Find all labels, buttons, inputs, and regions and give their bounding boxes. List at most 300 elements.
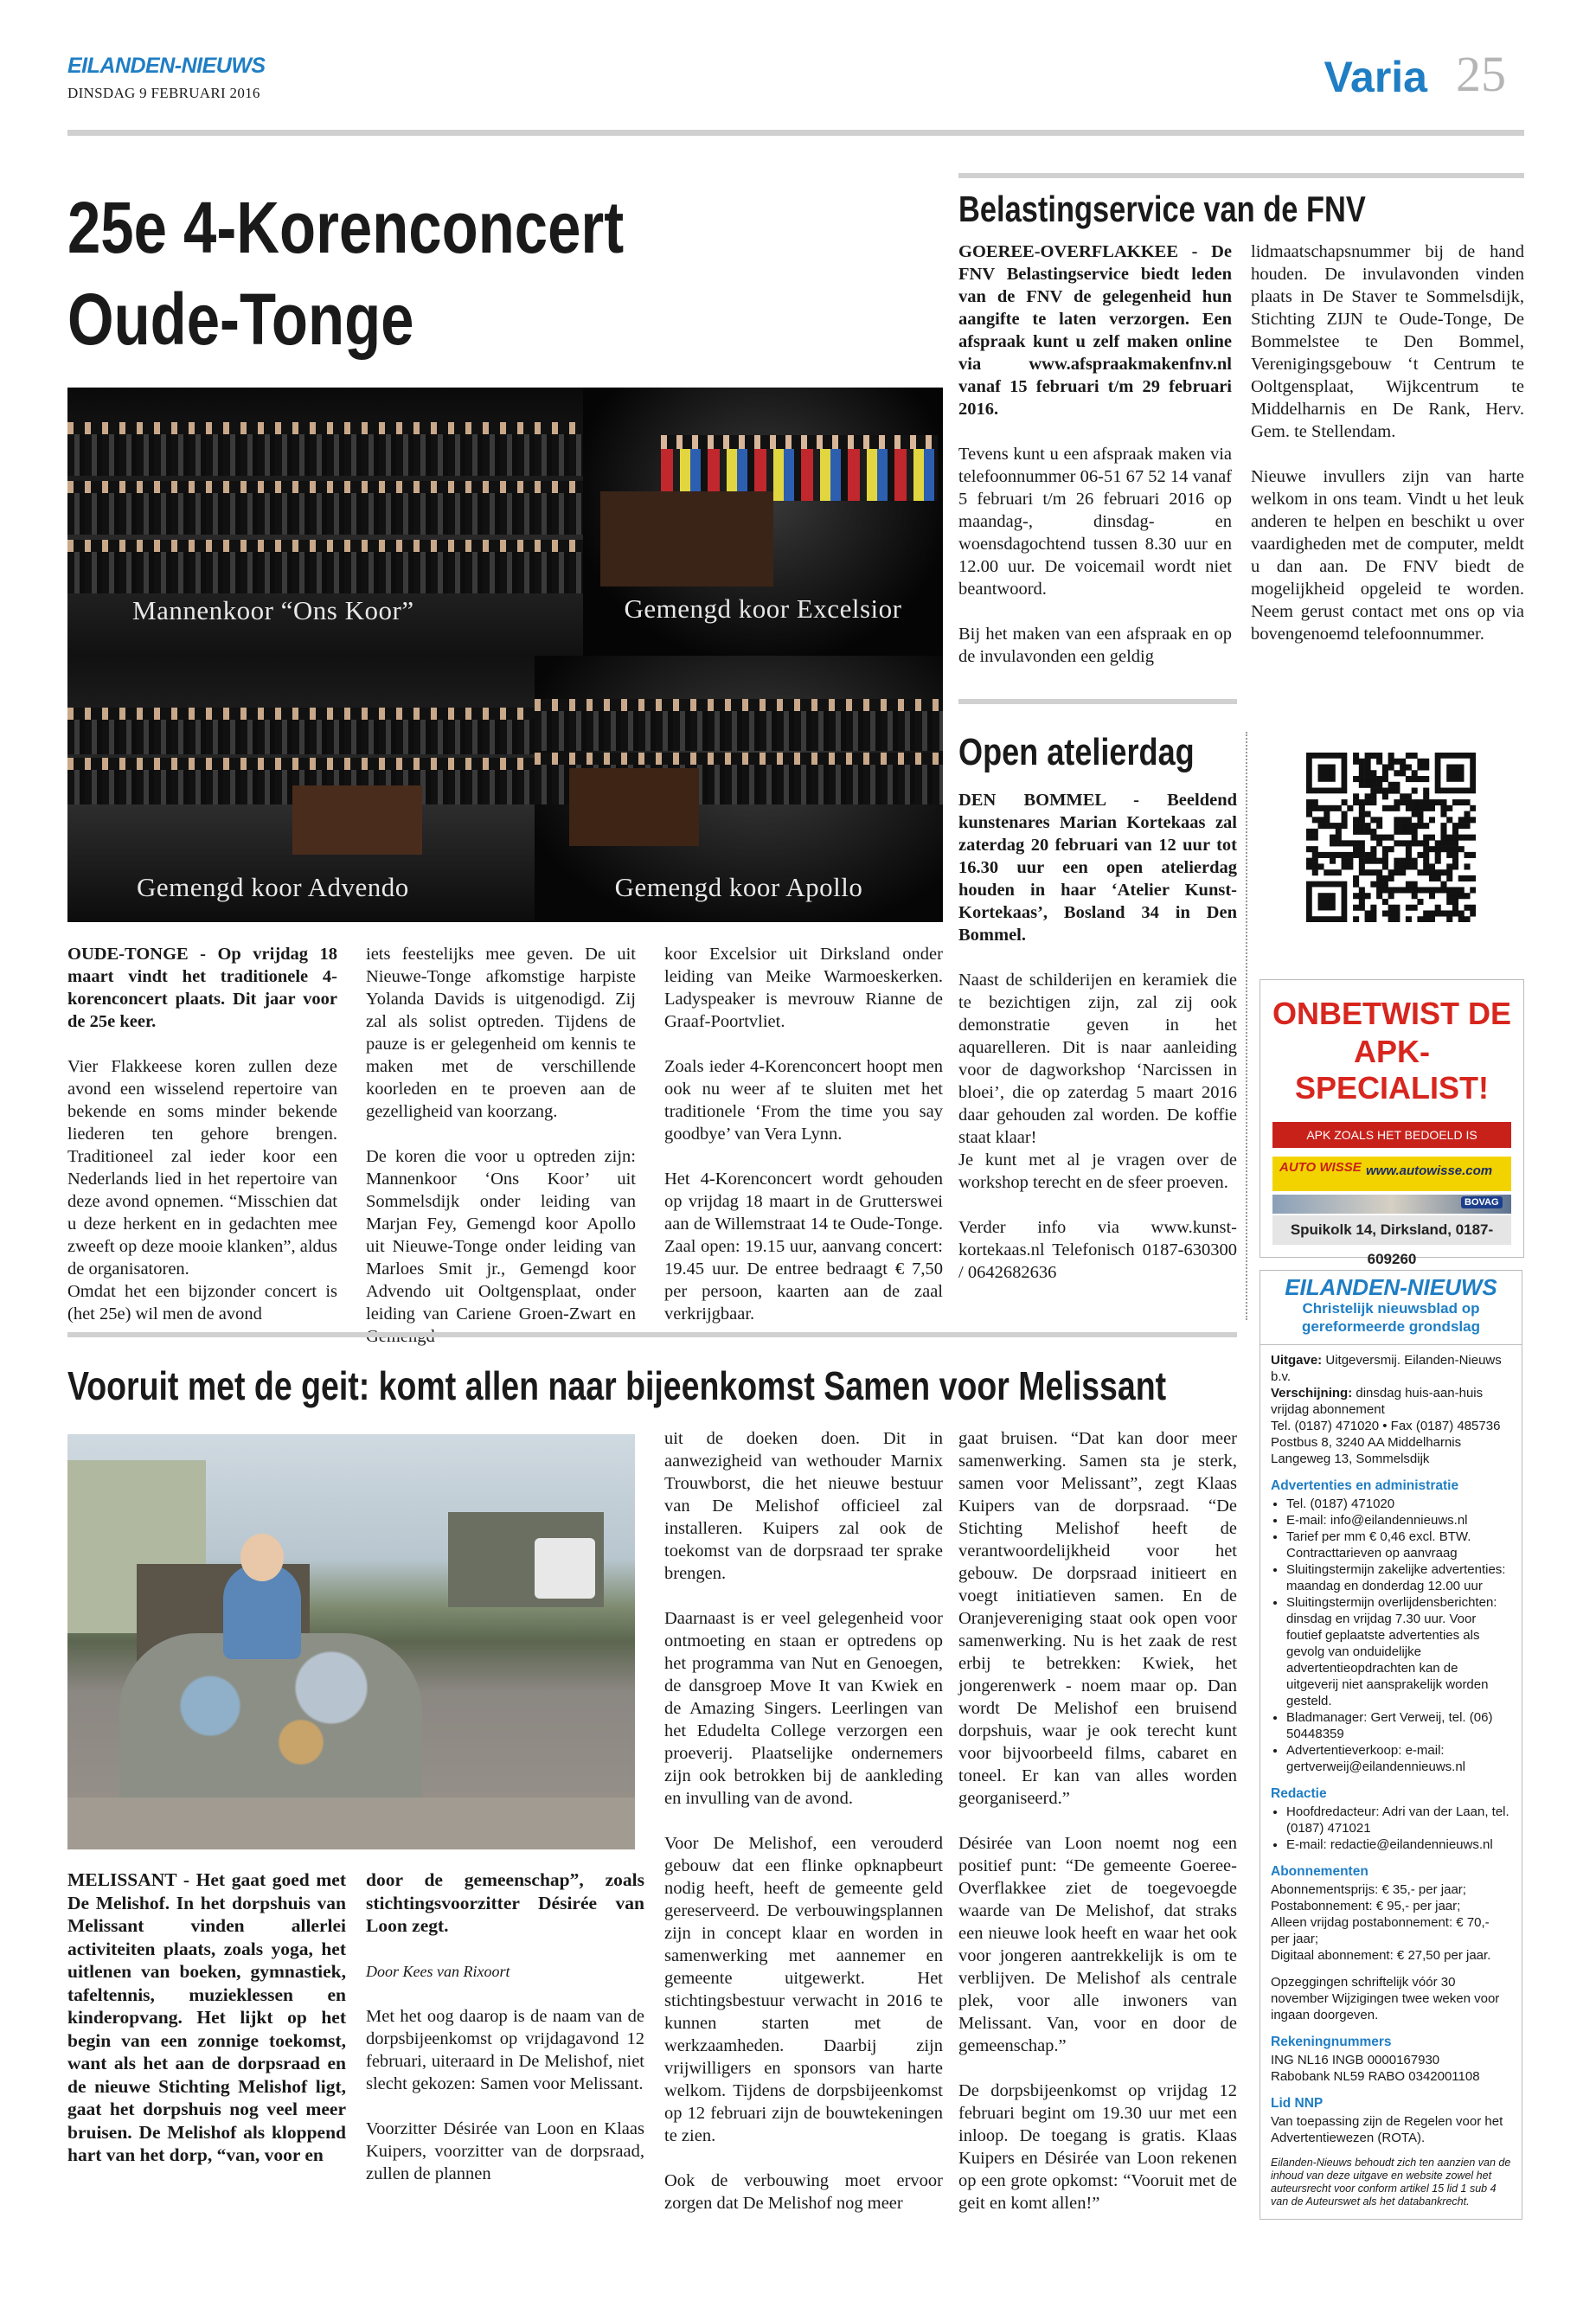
qr-module bbox=[1365, 776, 1371, 782]
qr-module bbox=[1359, 863, 1365, 869]
qr-module bbox=[1464, 893, 1470, 899]
qr-module bbox=[1446, 852, 1452, 858]
qr-module bbox=[1423, 788, 1429, 794]
atelier-text: Naast de schilderijen en keramiek die te bezichtigen zijn, zal zij ook demonstratie geven in het aquarelleren. Dit is naar aanleiding voor de dagworkshop ‘Narcissen in bloei’, die op zaterdag 5 maart 2016 daar gehouden zal worden. De koffie staat klaar! bbox=[958, 971, 1237, 1147]
qr-module bbox=[1365, 753, 1371, 759]
qr-module bbox=[1359, 858, 1365, 864]
adv-item: • Sluitingstermijn overlijdensberichten: dinsdag en vrijdag 7.30 uur. Voor foutief geplaatste advertenties als gevolg van onduidelijke advertentieopdrachten kan de uitgeverij niet aansprakelijk worden gesteld. bbox=[1286, 1594, 1511, 1709]
qr-module bbox=[1382, 858, 1388, 864]
qr-module bbox=[1365, 852, 1371, 858]
qr-module bbox=[1306, 805, 1312, 811]
qr-module bbox=[1412, 835, 1418, 841]
qr-module bbox=[1446, 805, 1452, 811]
qr-module bbox=[1423, 835, 1429, 841]
qr-module bbox=[1347, 852, 1353, 858]
qr-module bbox=[1388, 893, 1394, 899]
concert-col-1 bbox=[67, 943, 337, 1348]
qr-module bbox=[1412, 811, 1418, 817]
qr-module bbox=[1470, 835, 1476, 841]
melissant-text: uit de doeken doen. Dit in aanwezigheid van wethouder Marnix Trouwborst, die het nieuwe bestuur van De Melishof officieel zal installeren. Kuipers zal ook de toekomst van de dorpsraad ter sprake brengen. bbox=[664, 1429, 943, 1583]
concert-title-line1: 25e 4-Korenconcert bbox=[67, 187, 625, 268]
qr-module bbox=[1330, 835, 1336, 841]
qr-module bbox=[1359, 805, 1365, 811]
qr-module bbox=[1359, 823, 1365, 829]
qr-module bbox=[1412, 823, 1418, 829]
qr-module bbox=[1370, 852, 1376, 858]
qr-module bbox=[1435, 840, 1441, 846]
qr-module bbox=[1330, 858, 1336, 864]
ad-headline-1: ONBETWIST DE bbox=[1272, 996, 1511, 1031]
qr-module bbox=[1429, 817, 1435, 823]
qr-module bbox=[1412, 893, 1418, 899]
qr-module bbox=[1394, 910, 1400, 916]
qr-module bbox=[1412, 863, 1418, 869]
qr-module bbox=[1353, 893, 1359, 899]
qr-module bbox=[1446, 910, 1452, 916]
adv-heading: Advertenties en administratie bbox=[1271, 1478, 1459, 1493]
qr-module bbox=[1423, 869, 1429, 875]
qr-module bbox=[1376, 753, 1382, 759]
qr-module bbox=[1336, 852, 1342, 858]
qr-module bbox=[1458, 910, 1465, 916]
qr-module bbox=[1452, 846, 1458, 852]
qr-module bbox=[1394, 817, 1400, 823]
concert-article bbox=[67, 182, 943, 1324]
qr-module bbox=[1336, 829, 1342, 835]
melissant-text: Ook de verbouwing moet ervoor zorgen dat De Melishof nog meer bbox=[664, 2171, 943, 2213]
qr-module bbox=[1342, 823, 1348, 829]
qr-module bbox=[1435, 852, 1441, 858]
concert-title bbox=[67, 182, 624, 365]
qr-module bbox=[1394, 916, 1400, 922]
qr-module bbox=[1359, 887, 1365, 893]
qr-module bbox=[1464, 835, 1470, 841]
qr-module bbox=[1312, 846, 1318, 852]
qr-module bbox=[1440, 846, 1446, 852]
qr-module bbox=[1464, 817, 1470, 823]
qr-module bbox=[1400, 793, 1406, 799]
qr-module bbox=[1370, 782, 1376, 788]
nnp-text: Van toepassing zijn de Regelen voor het Advertentiewezen (ROTA). bbox=[1271, 2114, 1503, 2145]
qr-module bbox=[1400, 770, 1406, 776]
qr-module bbox=[1312, 835, 1318, 841]
qr-module bbox=[1365, 782, 1371, 788]
qr-module bbox=[1429, 805, 1435, 811]
qr-module bbox=[1412, 887, 1418, 893]
melissant-col-3 bbox=[664, 1427, 943, 2237]
qr-module bbox=[1388, 887, 1394, 893]
qr-module bbox=[1394, 840, 1400, 846]
qr-module bbox=[1353, 776, 1359, 782]
abo-line: Digitaal abonnement: € 27,50 per jaar. bbox=[1271, 1948, 1491, 1963]
qr-module bbox=[1435, 905, 1441, 911]
concert-text: De koren die voor u optreden zijn: Mannenkoor ‘Ons Koor’ uit Sommelsdijk onder leiding van Marjan Fey, Gemengd koor Apollo uit Nieuwe-Tonge onder leiding van Marloes Smit jr., Gemengd koor Advendo uit Ooltgensplaat, onder leiding van Cariene Groen-Zwart en bbox=[366, 1147, 636, 1324]
qr-module bbox=[1429, 863, 1435, 869]
uitgave-value: Uitgeversmij. Eilanden-Nieuws b.v. bbox=[1271, 1353, 1502, 1384]
qr-module bbox=[1435, 869, 1441, 875]
qr-module bbox=[1417, 799, 1423, 805]
qr-module bbox=[1452, 899, 1458, 905]
qr-module bbox=[1412, 881, 1418, 888]
qr-module bbox=[1452, 835, 1458, 841]
qr-module bbox=[1324, 869, 1330, 875]
adv-item: • Bladmanager: Gert Verweij, tel. (06) 50448359 bbox=[1286, 1709, 1511, 1742]
qr-module bbox=[1359, 840, 1365, 846]
qr-module bbox=[1412, 770, 1418, 776]
qr-module bbox=[1423, 916, 1429, 922]
auto-wisse-ad[interactable] bbox=[1259, 979, 1524, 1267]
atelier-text: Verder info via www.kunst-kortekaas.nl Telefonisch 0187-630300 / 0642682636 bbox=[958, 1218, 1237, 1282]
qr-module bbox=[1347, 805, 1353, 811]
fnv-text: lidmaatschapsnummer bij de hand houden. De invulavonden vinden plaats in De Staver te Sommelsdijk, Stichting ZIJN te Oude-Tonge, De Bommelstee te Den Bommel, Verenigingsgebouw ‘t Centrum te Ooltgensplaat, Wijkcentrum te Middelharnis en De Rank, Herv. Gem. te Stellendam. bbox=[1251, 242, 1524, 441]
qr-module bbox=[1370, 793, 1376, 799]
qr-module bbox=[1417, 899, 1423, 905]
qr-module bbox=[1353, 881, 1359, 888]
qr-module bbox=[1359, 869, 1365, 875]
melissant-col-1 bbox=[67, 1868, 346, 2189]
qr-module bbox=[1458, 887, 1465, 893]
melissant-lead-cont: door de gemeenschap”, zoals stichtingsvoorzitter Désirée van Loon zegt. bbox=[366, 1869, 644, 1936]
adres: Langeweg 13, Sommelsdijk bbox=[1271, 1452, 1430, 1466]
verschijning-value: dinsdag huis-aan-huis vrijdag abonnement bbox=[1271, 1386, 1484, 1417]
qr-module bbox=[1394, 788, 1400, 794]
qr-module bbox=[1312, 805, 1318, 811]
qr-module bbox=[1412, 788, 1418, 794]
qr-module bbox=[1423, 852, 1429, 858]
qr-module bbox=[1359, 817, 1365, 823]
fnv-text: Bij het maken van een afspraak en op de invulavonden een geldig bbox=[958, 625, 1232, 666]
qr-module bbox=[1312, 817, 1318, 823]
header-rule bbox=[67, 130, 1524, 136]
qr-module bbox=[1365, 858, 1371, 864]
qr-module bbox=[1388, 869, 1394, 875]
qr-module bbox=[1382, 805, 1388, 811]
qr-module bbox=[1330, 805, 1336, 811]
qr-module bbox=[1412, 829, 1418, 835]
melissant-top-rule bbox=[67, 1332, 1237, 1337]
fnv-title: Belastingservice van de FNV bbox=[958, 189, 1366, 229]
qr-module bbox=[1388, 846, 1394, 852]
qr-module bbox=[1446, 887, 1452, 893]
qr-module bbox=[1423, 805, 1429, 811]
qr-module bbox=[1440, 840, 1446, 846]
redactie-item: • Hoofdredacteur: Adri van der Laan, tel. (0187) 471021 bbox=[1286, 1804, 1511, 1836]
qr-module bbox=[1423, 765, 1429, 771]
qr-module bbox=[1306, 829, 1312, 835]
melissant-text: Voor De Melishof, een verouderd gebouw dat een flinke opknapbeurt nodig heeft, heeft de gemeente geld gereserveerd. De verbouwingsplannen zijn in concept klaar en worden in samenwerking met aannemer en gemeente uitgewerkt. Het stichtingsbestuur verwacht in 2016 te kunnen starten met de werkzaamheden. Daarbij zijn vrijwilligers en sponsors van harte welkom. Tijdens de dorpsbijeenkomst op 12 februari zijn de bouwtekeningen te zien. bbox=[664, 1834, 943, 2145]
adv-list bbox=[1271, 1496, 1511, 1775]
qr-module bbox=[1376, 869, 1382, 875]
qr-module bbox=[1394, 823, 1400, 829]
qr-module bbox=[1400, 858, 1406, 864]
qr-module bbox=[1370, 846, 1376, 852]
qr-module bbox=[1435, 887, 1441, 893]
qr-module bbox=[1435, 799, 1441, 805]
qr-module bbox=[1370, 858, 1376, 864]
qr-module bbox=[1464, 916, 1470, 922]
qr-module bbox=[1306, 858, 1312, 864]
qr-module bbox=[1406, 858, 1412, 864]
qr-module bbox=[1370, 835, 1376, 841]
qr-module bbox=[1417, 811, 1423, 817]
qr-module bbox=[1330, 852, 1336, 858]
melissant-text: Daarnaast is er veel gelegenheid voor ontmoeting en staan er optredens op het programma van Nut en Genoegen, de dansgroep Move It van Kwiek en de Amazing Singers. Leerlingen van het Edudelta College verzorgen een proeverij. Plaatselijke ondernemers zijn ook betrokken bij de aankleding en invulling van de avond. bbox=[664, 1609, 943, 1808]
ad-tagline: APK ZOALS HET BEDOELD IS bbox=[1272, 1122, 1511, 1148]
qr-module bbox=[1394, 829, 1400, 835]
qr-module bbox=[1353, 829, 1359, 835]
photo-ons-koor bbox=[67, 388, 583, 656]
qr-module bbox=[1435, 910, 1441, 916]
qr-module bbox=[1452, 893, 1458, 899]
concert-text: Het 4-Korenconcert wordt gehouden op vrijdag 18 maart in de Grutterswei aan de Willemstraat 14 te Oude-Tonge. Zaal open: 19.15 uur, aanvang concert: 19.45 uur. De entree bedraagt € 7,50 per persoon, kaarten aan de zaal verkrijgbaar. bbox=[664, 1170, 943, 1324]
qr-module bbox=[1446, 835, 1452, 841]
issue-date: DINSDAG 9 FEBRUARI 2016 bbox=[67, 85, 260, 101]
fnv-lead: GOEREE-OVERFLAKKEE - De FNV Belastingservice biedt leden van de FNV de gelegenheid hun aangifte te laten verzorgen. Een afspraak kunt u zelf maken online via www.afspraakmakenfnv.nl vanaf 15 februari t/m 29 februari 2016. bbox=[958, 242, 1232, 419]
qr-module bbox=[1336, 805, 1342, 811]
qr-module bbox=[1376, 782, 1382, 788]
section-name: Varia bbox=[1324, 53, 1427, 101]
qr-module bbox=[1382, 910, 1388, 916]
qr-module bbox=[1417, 887, 1423, 893]
qr-module bbox=[1452, 905, 1458, 911]
qr-module bbox=[1394, 869, 1400, 875]
qr-module bbox=[1376, 776, 1382, 782]
qr-module bbox=[1446, 899, 1452, 905]
qr-module bbox=[1365, 829, 1371, 835]
qr-module bbox=[1370, 817, 1376, 823]
qr-module bbox=[1359, 776, 1365, 782]
bovag-badge: BOVAG bbox=[1461, 1196, 1503, 1208]
qr-module bbox=[1406, 863, 1412, 869]
abo-note: Opzeggingen schriftelijk vóór 30 november Wijzigingen twee weken voor ingaan doorgeven. bbox=[1271, 1975, 1500, 2022]
fnv-col-1 bbox=[958, 240, 1232, 690]
qr-module bbox=[1423, 910, 1429, 916]
qr-module bbox=[1353, 799, 1359, 805]
qr-module bbox=[1452, 823, 1458, 829]
photo-apollo bbox=[535, 656, 943, 922]
qr-module bbox=[1400, 817, 1406, 823]
qr-module bbox=[1452, 829, 1458, 835]
qr-module bbox=[1353, 916, 1359, 922]
qr-module bbox=[1359, 811, 1365, 817]
qr-code[interactable] bbox=[1306, 753, 1476, 922]
ad-logo-strip bbox=[1272, 1157, 1511, 1191]
atelier-top-rule bbox=[958, 699, 1237, 704]
qr-module bbox=[1318, 863, 1324, 869]
qr-module bbox=[1429, 910, 1435, 916]
qr-module bbox=[1312, 829, 1318, 835]
fnv-article bbox=[958, 173, 1524, 675]
qr-module bbox=[1417, 823, 1423, 829]
qr-module bbox=[1388, 765, 1394, 771]
qr-module bbox=[1429, 875, 1435, 881]
qr-module bbox=[1440, 887, 1446, 893]
qr-module bbox=[1330, 840, 1336, 846]
atelier-lead: DEN BOMMEL - Beeldend kunstenares Marian Kortekaas zal zaterdag 20 februari van 12 uur tot 16.30 uur een open atelierdag houden in haar ‘Atelier Kunst-Kortekaas’, Bosland 34 in Den Bommel. bbox=[958, 791, 1237, 945]
qr-module bbox=[1353, 753, 1359, 759]
qr-module bbox=[1365, 910, 1371, 916]
qr-module bbox=[1400, 765, 1406, 771]
qr-module bbox=[1330, 869, 1336, 875]
qr-module bbox=[1417, 759, 1423, 765]
qr-module bbox=[1353, 793, 1359, 799]
qr-module bbox=[1324, 823, 1330, 829]
rekening-line: ING NL16 INGB 0000167930 bbox=[1271, 2053, 1440, 2067]
qr-module bbox=[1365, 869, 1371, 875]
qr-module bbox=[1359, 829, 1365, 835]
qr-module bbox=[1318, 823, 1324, 829]
qr-module bbox=[1446, 893, 1452, 899]
column-separator bbox=[1246, 732, 1247, 1320]
qr-module bbox=[1470, 905, 1476, 911]
qr-module bbox=[1423, 793, 1429, 799]
qr-module bbox=[1336, 840, 1342, 846]
qr-module bbox=[1306, 811, 1312, 817]
qr-module bbox=[1376, 817, 1382, 823]
qr-module bbox=[1412, 858, 1418, 864]
qr-module bbox=[1365, 799, 1371, 805]
redactie-heading: Redactie bbox=[1271, 1786, 1327, 1801]
qr-module bbox=[1359, 770, 1365, 776]
caption-excelsior: Gemengd koor Excelsior bbox=[624, 593, 902, 624]
qr-module bbox=[1406, 905, 1412, 911]
qr-finder bbox=[1318, 765, 1336, 782]
qr-module bbox=[1412, 905, 1418, 911]
qr-module bbox=[1412, 805, 1418, 811]
abo-line: Postabonnement: € 95,- per jaar; bbox=[1271, 1899, 1461, 1913]
qr-code-graphic bbox=[1306, 753, 1476, 922]
tel-fax: Tel. (0187) 471020 • Fax (0187) 485736 bbox=[1271, 1419, 1501, 1433]
qr-module bbox=[1423, 858, 1429, 864]
qr-module bbox=[1318, 852, 1324, 858]
qr-module bbox=[1336, 869, 1342, 875]
qr-module bbox=[1429, 869, 1435, 875]
qr-module bbox=[1394, 799, 1400, 805]
concert-col-2 bbox=[366, 943, 636, 1370]
qr-module bbox=[1382, 852, 1388, 858]
melissant-text: Met het oog daarop is de naam van de dorpsbijeenkomst op vrijdagavond 12 februari, uiteraard in De Melishof, niet slecht gekozen: Samen voor Melissant. bbox=[366, 2006, 644, 2093]
redactie-item[interactable]: • E-mail: redactie@eilandennieuws.nl bbox=[1286, 1836, 1511, 1853]
qr-module bbox=[1440, 881, 1446, 888]
redactie-list bbox=[1271, 1804, 1511, 1853]
qr-module bbox=[1359, 799, 1365, 805]
qr-module bbox=[1406, 881, 1412, 888]
concert-text: Vier Flakkeese koren zullen deze avond een wisselend repertoire van bekende en soms minder bekende liederen ten gehore brengen. Traditioneel zal ieder koor een Nederlands lied in het repertoire van deze avond opnemen. “Misschien dat u deze herkent en in gedachten mee zweeft op deze mooie klanken”, aldus de organisatoren. bbox=[67, 1057, 337, 1279]
qr-module bbox=[1394, 905, 1400, 911]
melissant-text: Voorzitter Désirée van Loon en Klaas Kuipers, voorzitter van de dorpsraad, zullen de plannen bbox=[366, 2118, 644, 2183]
qr-module bbox=[1464, 811, 1470, 817]
qr-module bbox=[1400, 823, 1406, 829]
qr-module bbox=[1452, 910, 1458, 916]
qr-module bbox=[1406, 840, 1412, 846]
melissant-text: De dorpsbijeenkomst op vrijdag 12 februari begint om 19.30 uur met een inloop. De toegang is gratis. Klaas Kuipers en Désirée van Loon rekenen op een grote opkomst: “Vooruit met de geit en komt allen!” bbox=[958, 2081, 1237, 2213]
qr-module bbox=[1400, 863, 1406, 869]
qr-module bbox=[1359, 782, 1365, 788]
qr-module bbox=[1400, 869, 1406, 875]
qr-module bbox=[1406, 793, 1412, 799]
qr-module bbox=[1312, 858, 1318, 864]
qr-module bbox=[1406, 846, 1412, 852]
melissant-text: Désirée van Loon noemt nog een positief punt: “De gemeente Goeree-Overflakkee ziet de toegevoegde waarde van De Melishof, dat straks een nieuwe look heeft en waar het ook voor jongeren aantrekkelijk is om te verblijven. De Melishof als centrale plek, voor alle inwoners van Melissant. Van, voor en door de gemeenschap.” bbox=[958, 1834, 1237, 2055]
qr-module bbox=[1353, 823, 1359, 829]
qr-module bbox=[1458, 893, 1465, 899]
qr-module bbox=[1423, 846, 1429, 852]
qr-module bbox=[1440, 829, 1446, 835]
photo-excelsior bbox=[583, 388, 943, 656]
masthead-logo: EILANDEN-NIEUWS bbox=[67, 54, 266, 78]
qr-module bbox=[1312, 863, 1318, 869]
qr-module bbox=[1446, 863, 1452, 869]
qr-module bbox=[1406, 799, 1412, 805]
qr-module bbox=[1382, 793, 1388, 799]
qr-module bbox=[1394, 863, 1400, 869]
qr-module bbox=[1365, 770, 1371, 776]
qr-module bbox=[1423, 799, 1429, 805]
concert-title-line2: Oude-Tonge bbox=[67, 279, 414, 360]
qr-module bbox=[1423, 776, 1429, 782]
qr-module bbox=[1464, 823, 1470, 829]
qr-module bbox=[1359, 899, 1365, 905]
qr-module bbox=[1365, 765, 1371, 771]
qr-module bbox=[1382, 770, 1388, 776]
melissant-text: gaat bruisen. “Dat kan door meer samenwerking. Samen sta je sterk, samen voor Melissant”, zegt Klaas Kuipers van de dorpsraad. “De Stichting Melishof heeft de verantwoordelijkheid voor het gebouw. De dorpsraad initieert en voegt initiatieven samen. En de Oranjevereniging staat ook open voor samenwerking. Nu is het zaak de rest erbij te betrekken: Kwiek, het jongerenwerk - noem maar op. Dan wordt De Melishof een bruisend dorpshuis, waar je ook terecht kunt voor bijvoorbeeld films, cabaret en toneel. Er kan van alles worden georganiseerd.” bbox=[958, 1429, 1237, 1808]
qr-module bbox=[1353, 840, 1359, 846]
qr-module bbox=[1423, 759, 1429, 765]
qr-module bbox=[1440, 869, 1446, 875]
qr-module bbox=[1423, 823, 1429, 829]
qr-module bbox=[1406, 753, 1412, 759]
adv-item[interactable]: • Advertentieverkoop: e-mail: gertverweij@eilandennieuws.nl bbox=[1286, 1742, 1511, 1775]
qr-module bbox=[1370, 905, 1376, 911]
qr-module bbox=[1452, 852, 1458, 858]
qr-module bbox=[1400, 829, 1406, 835]
qr-module bbox=[1435, 846, 1441, 852]
adv-item[interactable]: • E-mail: info@eilandennieuws.nl bbox=[1286, 1512, 1511, 1529]
qr-module bbox=[1423, 840, 1429, 846]
caption-apollo: Gemengd koor Apollo bbox=[614, 872, 863, 902]
qr-module bbox=[1458, 799, 1465, 805]
colophon bbox=[1259, 1270, 1522, 2220]
atelier-title: Open atelierdag bbox=[958, 731, 1195, 773]
qr-module bbox=[1365, 823, 1371, 829]
qr-module bbox=[1382, 835, 1388, 841]
qr-module bbox=[1353, 905, 1359, 911]
qr-module bbox=[1464, 905, 1470, 911]
qr-module bbox=[1382, 776, 1388, 782]
adv-item: • Sluitingstermijn zakelijke advertenties: maandag en donderdag 12.00 uur bbox=[1286, 1561, 1511, 1594]
qr-module bbox=[1376, 759, 1382, 765]
qr-module bbox=[1406, 823, 1412, 829]
qr-module bbox=[1440, 835, 1446, 841]
qr-module bbox=[1452, 863, 1458, 869]
qr-module bbox=[1446, 846, 1452, 852]
qr-module bbox=[1388, 782, 1394, 788]
qr-module bbox=[1446, 869, 1452, 875]
qr-module bbox=[1359, 846, 1365, 852]
qr-module bbox=[1388, 835, 1394, 841]
qr-module bbox=[1417, 852, 1423, 858]
qr-module bbox=[1446, 916, 1452, 922]
qr-module bbox=[1435, 875, 1441, 881]
qr-module bbox=[1458, 817, 1465, 823]
ad-url[interactable]: www.autowisse.com bbox=[1366, 1163, 1493, 1178]
qr-module bbox=[1370, 776, 1376, 782]
qr-module bbox=[1365, 793, 1371, 799]
qr-module bbox=[1412, 753, 1418, 759]
concert-col-3 bbox=[664, 943, 943, 1348]
qr-module bbox=[1370, 869, 1376, 875]
qr-module bbox=[1406, 829, 1412, 835]
